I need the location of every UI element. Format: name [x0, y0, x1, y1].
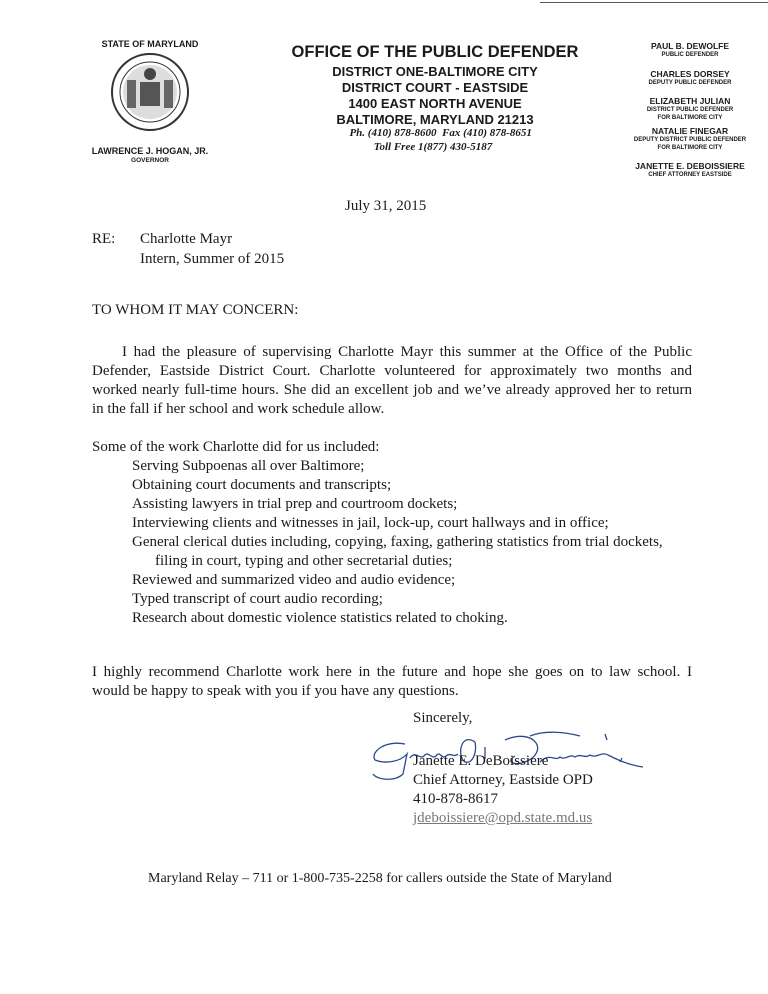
staff-title: PUBLIC DEFENDER: [661, 52, 719, 58]
staff-name: NATALIE FINEGAR: [651, 126, 729, 136]
list-item: Typed transcript of court audio recording;: [132, 591, 383, 607]
signer-name: Janette E. DeBoissiere: [413, 753, 549, 769]
signer-phone: 410-878-8617: [413, 791, 498, 807]
staff-title: FOR BALTIMORE CITY: [657, 145, 723, 151]
office-phone: Ph. (410) 878-8600: [349, 127, 437, 139]
staff-name: ELIZABETH JULIAN: [649, 96, 731, 106]
list-item: Research about domestic violence statistics related to choking.: [132, 610, 508, 626]
list-item: Interviewing clients and witnesses in jail, lock-up, court hallways and in office;: [132, 515, 609, 531]
office-city: BALTIMORE, MARYLAND 21213: [336, 112, 534, 127]
office-title: OFFICE OF THE PUBLIC DEFENDER: [291, 43, 579, 61]
letter-date: July 31, 2015: [345, 198, 427, 214]
paragraph-line: Defender, Eastside District Court. Charlotte volunteered for approximately two months and: [92, 363, 692, 379]
office-court: DISTRICT COURT - EASTSIDE: [341, 80, 529, 95]
paragraph-line: would be happy to speak with you if you have any questions.: [92, 683, 459, 699]
staff-name: JANETTE E. DEBOISSIERE: [635, 161, 745, 171]
re-label: RE:: [92, 231, 116, 247]
list-item: Serving Subpoenas all over Baltimore;: [132, 458, 365, 474]
staff-title: DISTRICT PUBLIC DEFENDER: [646, 107, 734, 113]
closing: Sincerely,: [413, 710, 473, 726]
paragraph-line: worked nearly full-time hours. She did an excellent job and we’ve already approved her to return: [92, 382, 692, 398]
list-item: filing in court, typing and other secretarial duties;: [155, 553, 453, 569]
office-fax: Fax (410) 878-8651: [442, 127, 532, 139]
top-rule: [540, 2, 768, 3]
footer-relay: Maryland Relay – 711 or 1-800-735-2258 for callers outside the State of Maryland: [148, 871, 612, 886]
paragraph-line: in the fall if her school and work schedule allow.: [92, 401, 385, 417]
re-line: Intern, Summer of 2015: [140, 251, 285, 267]
maryland-seal-icon: [110, 52, 190, 132]
staff-name: PAUL B. DEWOLFE: [650, 41, 730, 51]
staff-title: CHIEF ATTORNEY EASTSIDE: [648, 172, 732, 178]
list-item: Assisting lawyers in trial prep and courtroom dockets;: [132, 496, 458, 512]
staff-title: FOR BALTIMORE CITY: [657, 115, 723, 121]
paragraph-line: I highly recommend Charlotte work here in the future and hope she goes on to law school. I: [92, 664, 692, 680]
list-item: General clerical duties including, copying, faxing, gathering statistics from trial dockets,: [132, 534, 663, 550]
governor-title: GOVERNOR: [131, 157, 169, 164]
list-item: Obtaining court documents and transcripts;: [132, 477, 392, 493]
signer-email-link[interactable]: jdeboissiere@opd.state.md.us: [413, 810, 593, 826]
list-intro: Some of the work Charlotte did for us included:: [92, 439, 380, 455]
list-item: Reviewed and summarized video and audio evidence;: [132, 572, 456, 588]
office-street: 1400 EAST NORTH AVENUE: [348, 96, 522, 111]
re-line: Charlotte Mayr: [140, 231, 233, 247]
staff-title: DEPUTY PUBLIC DEFENDER: [648, 80, 732, 86]
governor-name: LAWRENCE J. HOGAN, JR.: [91, 146, 209, 156]
office-district: DISTRICT ONE-BALTIMORE CITY: [332, 64, 538, 79]
office-toll-free: Toll Free 1(877) 430-5187: [373, 141, 493, 153]
signer-title: Chief Attorney, Eastside OPD: [413, 772, 593, 788]
paragraph-line: I had the pleasure of supervising Charlotte Mayr this summer at the Office of the Public: [122, 344, 692, 360]
staff-title: DEPUTY DISTRICT PUBLIC DEFENDER: [633, 137, 747, 143]
staff-name: CHARLES DORSEY: [650, 69, 730, 79]
salutation: TO WHOM IT MAY CONCERN:: [92, 302, 299, 318]
state-label: STATE OF MARYLAND: [101, 39, 199, 49]
